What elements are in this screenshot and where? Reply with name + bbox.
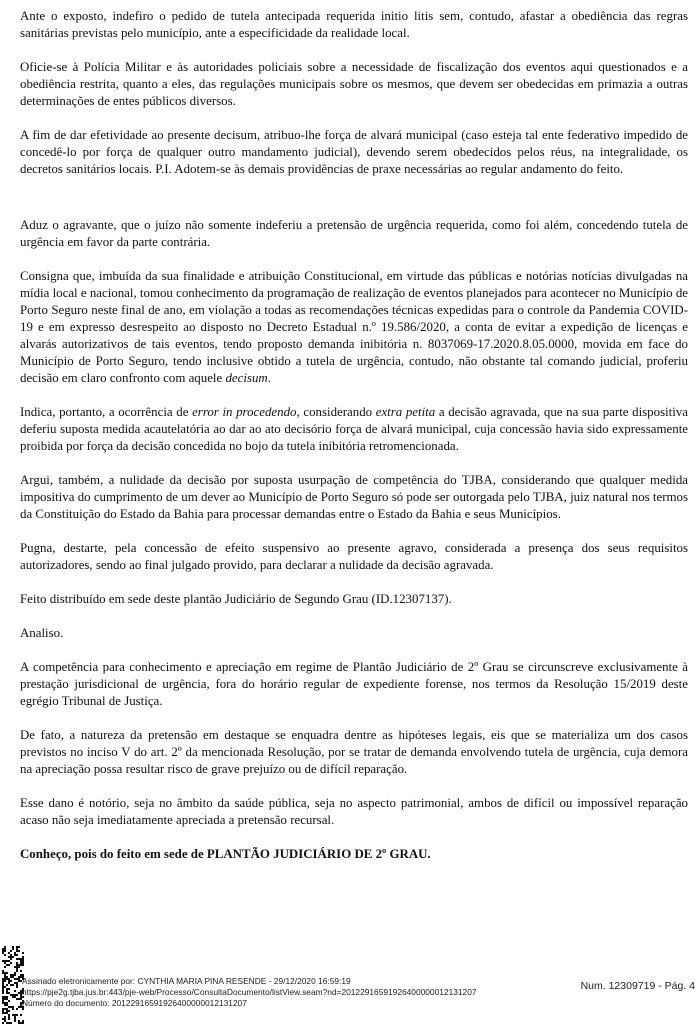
text-segment: Consigna que, imbuída da sua finalidade e atribuição Constitucional, em virtude das públicas e notórias notícias divulgadas na mídia local e nacional, tomou conhecimento da programação de realização de eventos planejados para acontecer no Município de Porto Seguro neste final de ano, em violação a todas as recomendações técnicas expedidas para o controle da Pandemia COVID-19 e em expresso desrespeito ao disposto no Decreto Estadual n.º 19.586/2020, a conta de evitar a expedição de licenças e alvarás autorizativos de tais eventos, tendo proposto demanda inibitória n. 8037069-17.2020.8.05.0000, movida em face do Município de Porto Seguro, tendo inclusive obtido a tutela de urgência, contudo, não obstante tal comando judicial, proferiu decisão em claro confronto com aquele [20,269,688,385]
paragraph-p2 [20,59,688,110]
text-segment: decisum [225,371,268,385]
signature-footer [0,940,699,1024]
signature-block [22,976,477,1009]
text-segment: a decisão agravada, que na sua parte dispositiva deferiu suposta medida acautelatória ao dar ao ato decisório força de alvará municipal, cuja concessão havia sido expressamente proibida por força da decisão concedida no bojo da tutela inibitória retromencionada. [20,405,688,453]
document-number-line: Número do documento: 20122916591926400000012131207 [22,998,247,1008]
text-segment: Ante o exposto, indefiro o pedido de tutela antecipada requerida initio litis sem, contudo, afastar a obediência das regras sanitárias previstas pelo município, ante a especificidade da realidade local. [20,9,688,40]
paragraph-p14 [20,846,688,863]
text-segment: , considerando [296,405,376,419]
paragraph-p9 [20,591,688,608]
text-segment: Argui, também, a nulidade da decisão por suposta usurpação de competência do TJBA, considerando que qualquer medida impositiva do cumprimento de um dever ao Município de Porto Seguro só pode ser outorgada pelo TJBA, juiz natural nos termos da Constituição do Estado da Bahia para processar demandas entre o Estado da Bahia e seus Municípios. [20,473,688,521]
page-number: Num. 12309719 - Pág. 4 [580,980,695,992]
text-segment: . [267,371,271,385]
qr-code-icon [2,946,24,1024]
text-segment: Indica, portanto, a ocorrência de [20,405,193,419]
paragraph-p11 [20,659,688,710]
paragraph-p12 [20,727,688,778]
paragraph-p4 [20,217,688,251]
paragraph-p6 [20,404,688,455]
paragraph-p3 [20,127,688,178]
paragraph-p5 [20,268,688,387]
text-segment: A competência para conhecimento e apreciação em regime de Plantão Judiciário de 2º Grau se circunscreve exclusivamente à prestação jurisdicional de urgência, fora do horário regular de expediente forense, nos termos da Resolução 15/2019 deste egrégio Tribunal de Justiça. [20,660,688,708]
text-segment: De fato, a natureza da pretensão em destaque se enquadra dentre as hipóteses legais, eis que se materializa um dos casos previstos no inciso V do art. 2º da mencionada Resolução, por se tratar de demanda envolvendo tutela de urgência, cuja demora na apreciação possa resultar risco de grave prejuízo ou de difícil reparação. [20,728,688,776]
document-url[interactable]: https://pje2g.tjba.jus.br:443/pje-web/Processo/ConsultaDocumento/listView.seam?nd=20122916591926400000012131207 [22,987,477,997]
text-segment: extra petita [375,405,436,419]
text-segment: A fim de dar efetividade ao presente decisum, atribuo-lhe força de alvará municipal (caso esteja tal ente federativo impedido de concedê-lo por força de qualquer outro mandamento judicial), devendo serem obedecidos pelos réus, na integralidade, os decretos sanitários locais. P.I. Adotem-se às demais providências de praxe necessárias ao regular andamento do feito. [20,128,688,176]
signed-by-line: Assinado eletronicamente por: CYNTHIA MARIA PINA RESENDE - 29/12/2020 16:59:19 [22,976,351,986]
text-segment: Oficie-se à Polícia Militar e às autoridades policiais sobre a necessidade de fiscalização dos eventos aqui questionados e a obediência restrita, quanto a eles, das regulações municipais sobre os mesmos, que devem ser obedecidas em primazia a outras determinações de entes públicos diversos. [20,60,688,108]
text-segment: Aduz o agravante, que o juízo não somente indeferiu a pretensão de urgência requerida, como foi além, concedendo tutela de urgência em favor da parte contrária. [20,218,688,249]
text-segment: Pugna, destarte, pela concessão de efeito suspensivo ao presente agravo, considerada a presença dos seus requisitos autorizadores, sendo ao final julgado provido, para declarar a nulidade da decisão agravada. [20,541,688,572]
paragraph-p10 [20,625,688,642]
text-segment: Esse dano é notório, seja no âmbito da saúde pública, seja no aspecto patrimonial, ambos de difícil ou impossível reparação acaso não seja imediatamente apreciada a pretensão recursal. [20,796,688,827]
paragraph-p8 [20,540,688,574]
text-segment: error in procedendo [192,405,297,419]
text-segment: Feito distribuído em sede deste plantão Judiciário de Segundo Grau (ID.12307137). [20,592,452,606]
text-segment: Analiso. [20,626,64,640]
text-segment: Conheço, pois do feito em sede de PLANTÃO JUDICIÁRIO DE 2º GRAU. [20,847,431,861]
paragraph-p7 [20,472,688,523]
paragraph-p13 [20,795,688,829]
paragraph-p1 [20,8,688,42]
document-page [20,8,688,880]
